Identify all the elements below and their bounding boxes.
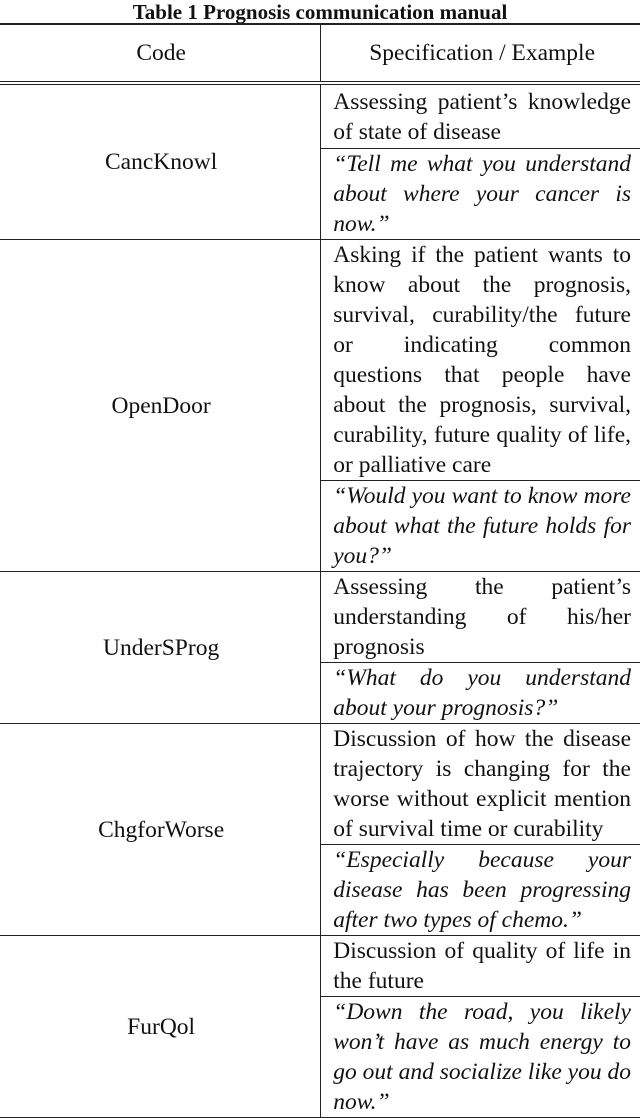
code-cell: UnderSProg (0, 572, 321, 724)
code-cell: CancKnowl (0, 83, 321, 240)
table-title: Table 1 Prognosis communication manual (132, 0, 508, 24)
table-row (0, 240, 640, 481)
table-row (0, 724, 640, 845)
example-cell: “What do you understand about your prognosis?” (321, 663, 640, 724)
example-cell: “Down the road, you likely won’t have as much energy to go out and socialize like you do now.” (321, 997, 640, 1118)
spec-cell: Discussion of how the disease trajectory is changing for the worse without explicit mention of survival time or curability (321, 724, 640, 845)
header-spec: Specification / Example (321, 24, 640, 83)
example-cell: “Especially because your disease has been progressing after two types of chemo.” (321, 845, 640, 936)
spec-cell: Asking if the patient wants to know about the prognosis, survival, curability/the future or indicating common questions that people have about the prognosis, survival, curability, future quality of life, or palliative care (321, 240, 640, 481)
example-cell: “Would you want to know more about what the future holds for you?” (321, 481, 640, 572)
spec-cell: Assessing the patient’s understanding of his/her prognosis (321, 572, 640, 663)
header-row (0, 24, 640, 83)
code-cell: FurQol (0, 936, 321, 1118)
table-row (0, 572, 640, 663)
example-cell: “Tell me what you understand about where your cancer is now.” (321, 149, 640, 240)
code-cell: OpenDoor (0, 240, 321, 572)
header-code: Code (0, 24, 321, 83)
prognosis-table (0, 23, 640, 1118)
spec-cell: Assessing patient’s knowledge of state of disease (321, 83, 640, 149)
spec-cell: Discussion of quality of life in the future (321, 936, 640, 997)
code-cell: ChgforWorse (0, 724, 321, 936)
table-row (0, 83, 640, 149)
table-row (0, 936, 640, 997)
